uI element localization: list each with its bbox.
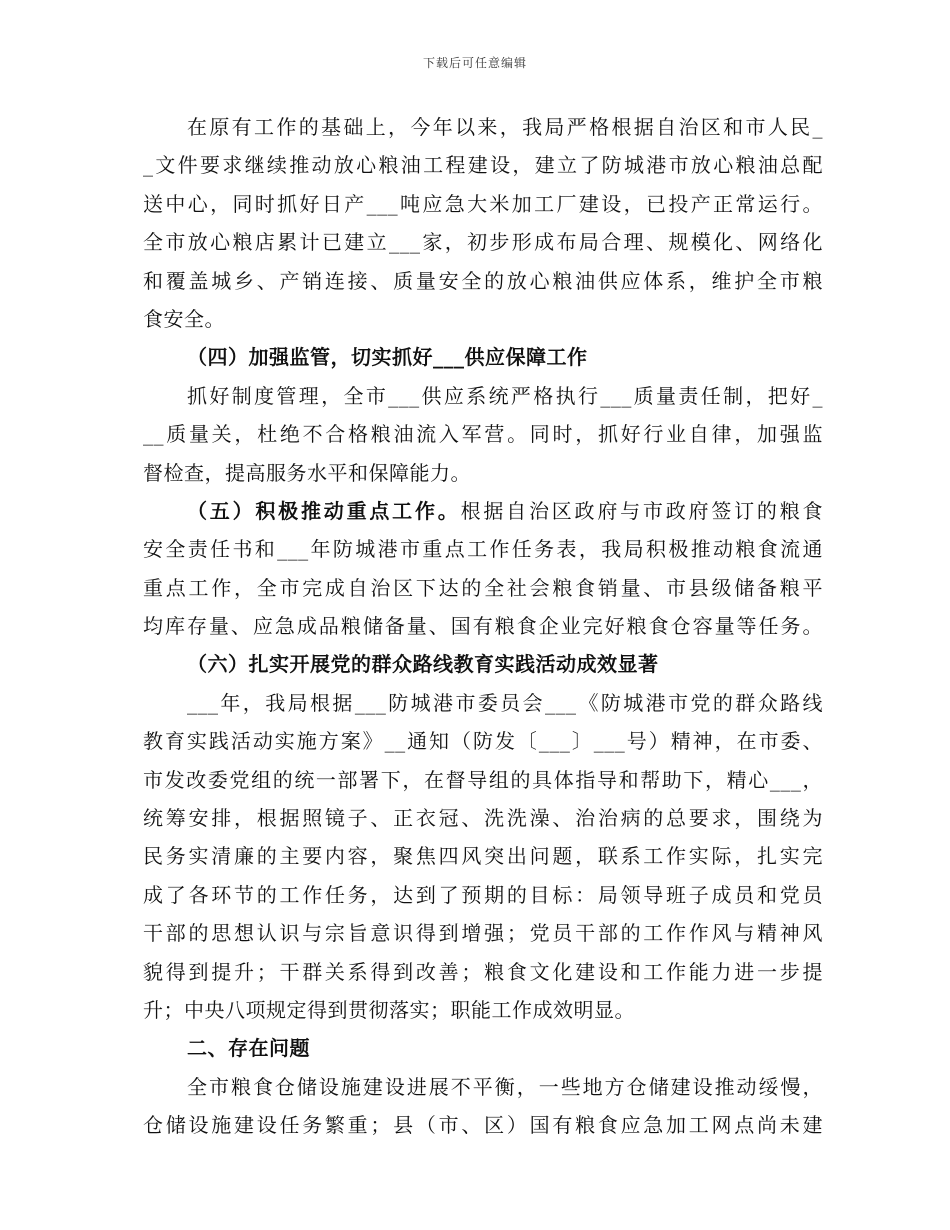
text-line <box>143 799 823 837</box>
section-heading: （四）加强监管，切实抓好___供应保障工作 <box>187 345 588 370</box>
text-line <box>143 722 823 760</box>
text-line <box>143 991 823 1029</box>
text-line <box>143 262 823 300</box>
line-text: 安全责任书和___年防城港市重点工作任务表，我局积极推动粮食流通 <box>143 537 823 562</box>
line-text: 督检查，提高服务水平和保障能力。 <box>143 460 471 485</box>
line-text: 抓好制度管理，全市___供应系统严格执行___质量责任制，把好_ <box>187 383 823 408</box>
text-line <box>143 530 823 568</box>
section-heading: （六）扎实开展党的群众路线教育实践活动成效显著 <box>187 652 659 677</box>
text-line <box>143 914 823 952</box>
text-line <box>143 146 823 184</box>
text-line <box>143 761 823 799</box>
text-line <box>143 338 823 376</box>
line-text: 市发改委党组的统一部署下，在督导组的具体指导和帮助下，精心___， <box>143 767 823 792</box>
text-line <box>143 876 823 914</box>
line-text: __质量关，杜绝不合格粮油流入军营。同时，抓好行业自律，加强监 <box>143 422 823 447</box>
line-text: 成了各环节的工作任务，达到了预期的目标：局领导班子成员和党员 <box>143 882 823 907</box>
line-text: 食安全。 <box>143 306 225 331</box>
section-heading: （五）积极推动重点工作。 <box>187 498 461 523</box>
text-line <box>143 953 823 991</box>
text-line <box>143 1029 823 1067</box>
page-header: 下载后可任意编辑 <box>422 56 527 70</box>
text-line <box>143 492 823 530</box>
text-line <box>143 300 823 338</box>
line-text: 和覆盖城乡、产销连接、质量安全的放心粮油供应体系，维护全市粮 <box>143 268 823 293</box>
line-text: 送中心，同时抓好日产___吨应急大米加工厂建设，已投产正常运行。 <box>143 191 823 216</box>
paragraph-lines <box>143 108 823 1145</box>
text-line <box>143 645 823 683</box>
line-text: 干部的思想认识与宗旨意识得到增强；党员干部的工作作风与精神风 <box>143 921 823 946</box>
line-text: 仓储设施建设任务繁重；县（市、区）国有粮食应急加工网点尚未建 <box>143 1113 823 1138</box>
text-line <box>143 108 823 146</box>
line-text: 在原有工作的基础上，今年以来，我局严格根据自治区和市人民_ <box>187 115 823 139</box>
line-text: 全市放心粮店累计已建立___家，初步形成布局合理、规模化、网络化 <box>143 230 823 255</box>
line-text: 升；中央八项规定得到贯彻落实；职能工作成效明显。 <box>143 997 635 1022</box>
line-text: 民务实清廉的主要内容，聚焦四风突出问题，联系工作实际，扎实完 <box>143 844 823 869</box>
document-body <box>143 108 823 1145</box>
text-line <box>143 1068 823 1106</box>
line-text: 统筹安排，根据照镜子、正衣冠、洗洗澡、治治病的总要求，围绕为 <box>143 806 823 831</box>
line-text: ___年，我局根据___防城港市委员会___《防城港市党的群众路线 <box>187 690 823 715</box>
section-heading: 二、存在问题 <box>187 1036 310 1061</box>
text-line <box>143 415 823 453</box>
text-line <box>143 684 823 722</box>
line-text: 均库存量、应急成品粮储备量、国有粮食企业完好粮食仓容量等任务。 <box>143 614 823 639</box>
text-line <box>143 837 823 875</box>
text-line <box>143 185 823 223</box>
text-line <box>143 377 823 415</box>
line-text: 全市粮食仓储设施建设进展不平衡，一些地方仓储建设推动绥慢， <box>187 1074 823 1099</box>
text-line <box>143 569 823 607</box>
line-text: _文件要求继续推动放心粮油工程建设，建立了防城港市放心粮油总配 <box>143 153 823 178</box>
line-text: 根据自治区政府与市政府签订的粮食 <box>460 498 824 523</box>
text-line <box>143 607 823 645</box>
line-text: 重点工作，全市完成自治区下达的全社会粮食销量、市县级储备粮平 <box>143 575 823 600</box>
line-text: 教育实践活动实施方案》__通知（防发〔___〕___号）精神，在市委、 <box>143 729 823 754</box>
text-line <box>143 454 823 492</box>
text-line <box>143 223 823 261</box>
text-line <box>143 1106 823 1144</box>
line-text: 貌得到提升；干群关系得到改善；粮食文化建设和工作能力进一步提 <box>143 959 823 984</box>
